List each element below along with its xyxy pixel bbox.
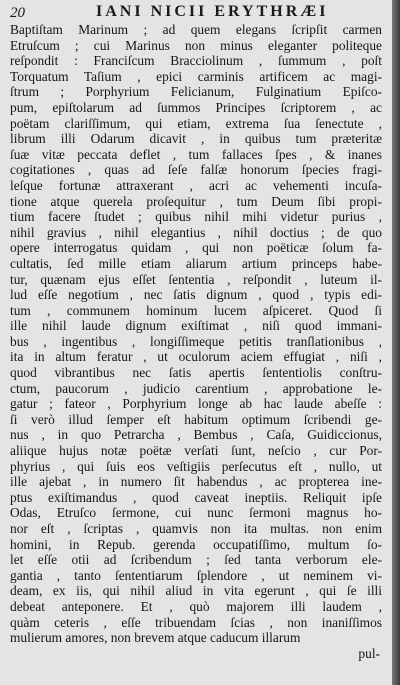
text-line: librum illi Odarum dicavit , in quibus tum præteritæ (10, 131, 382, 147)
text-line: aliique hujus notæ poëtæ verſati ſunt, neſcio , cur Por- (10, 443, 382, 459)
text-line: leſque fortunæ attraxerant , acri ac vehementi incuſa- (10, 177, 382, 193)
text-line: tum , communem hominum lucem aſpiceret. Quod ſi (10, 302, 382, 318)
text-line: reſpondit : Franciſcum Bracciolinum , ſummum , poſt (10, 53, 382, 69)
text-line: poëtam clariſſimum, qui etiam, extrema ſua ſenectute , (10, 115, 382, 131)
text-line: ſuæ vitæ peccata deflet , tum fallaces ſpes , & inanes (10, 146, 382, 162)
text-line: mulierum amores, non brevem atque caducum illarum (10, 630, 301, 646)
text-line: let eſſe otii ad ſcribendum ; ſed tanta verborum ele- (10, 552, 382, 568)
text-line: ptus exiſtimandus , quod caveat ineptiis. Reliquit ipſe (10, 489, 382, 505)
text-line: ita in altum feratur , ut oculorum aciem effugiat , niſi , (10, 349, 382, 365)
text-line: ctum, paucorum , judicio carentium , approbatione le- (10, 380, 382, 396)
text-line: nihil gravius , nihil elegantius , nihil doctius ; de quo (10, 224, 382, 240)
text-line: deam, ex iis, qui nihil aliud in vita egerunt , qui ſe illi (10, 583, 382, 599)
catchword: pul- (358, 645, 380, 661)
text-line: tur, quænam ejus eſſet ſententia , reſpondit , luteum il- (10, 271, 382, 287)
book-gutter-shadow (392, 0, 400, 685)
text-line: lud eſſe negotium , nec ſatis dignum , quod , typis edi- (10, 287, 382, 303)
text-line: Baptiſtam Marinum ; ad quem elegans ſcripſit carmen (10, 22, 382, 37)
text-line: opere interrogatus quidam , qui non poëticæ ſolum fa- (10, 240, 382, 256)
text-line: ille ajebat , in numero ſit habendus , ac propterea ine- (10, 474, 382, 490)
text-line: tium facere ſtudet ; quibus nihil mihi videtur purius , (10, 209, 382, 225)
text-line: nor eſt , ſcriptas , quamvis non ita multas. non enim (10, 521, 382, 536)
text-line: Odas, Etruſco ſermone, cui nunc ſermoni magnus ho- (10, 505, 382, 521)
text-line: homini, in Repub. gerenda occupatiſſimo, multum ſo- (10, 536, 382, 552)
body-text (10, 22, 382, 661)
text-line: debeat anteponere. Et , quò majorem illi laudem , (10, 598, 382, 614)
text-line: nus , in quo Petrarcha , Bembus , Caſa, Guidiccionus, (10, 427, 382, 443)
text-line: Torquatum Taſium , epici carminis artificem ac magi- (10, 68, 382, 84)
text-line: phyrius , qui ſuis eos veſtigiis perſecutus eſt , nullo, ut (10, 458, 382, 474)
text-line: ſtrum ; Porphyrium Felicianum, Fulginatium Epiſco- (10, 84, 382, 100)
text-line: ſi verò illud ſemper eſt habitum optimum ſcribendi ge- (10, 411, 382, 427)
text-line: tione atque querela proſequitur , tum Deum ſibi propi- (10, 193, 382, 209)
text-line: quod vibrantibus nec ſatis apertis ſententiolis conſtru- (10, 365, 382, 381)
text-line: pum, epiſtolarum ad ſummos Principes ſcriptorem , ac (10, 99, 382, 115)
page-number: 20 (10, 5, 25, 21)
text-line: gatur ; fateor , Porphyrium longe ab hac laude abeſſe : (10, 396, 382, 412)
text-line: Etruſcum ; cui Marinus non minus eleganter politeque (10, 37, 382, 53)
text-line: gantia , tanto ſententiarum ſplendore , ut neminem vi- (10, 567, 382, 583)
text-line: quàm ceteris , eſſe tribuendam ſcias , non inaniſſimos (10, 614, 382, 630)
text-line: cogitationes , quas ad ſeſe falſæ honorum ſpecies fragi- (10, 162, 382, 178)
text-line: cultatis, ſed mille etiam aliarum artium princeps habe- (10, 255, 382, 271)
running-head-title: IANI NICII ERYTHRÆI (96, 3, 329, 20)
text-line: ille nihil laude dignum exiſtimat , niſi quod immani- (10, 318, 382, 334)
text-line: bus , ingentibus , longiſſimeque petitis tranſlationibus , (10, 333, 382, 349)
